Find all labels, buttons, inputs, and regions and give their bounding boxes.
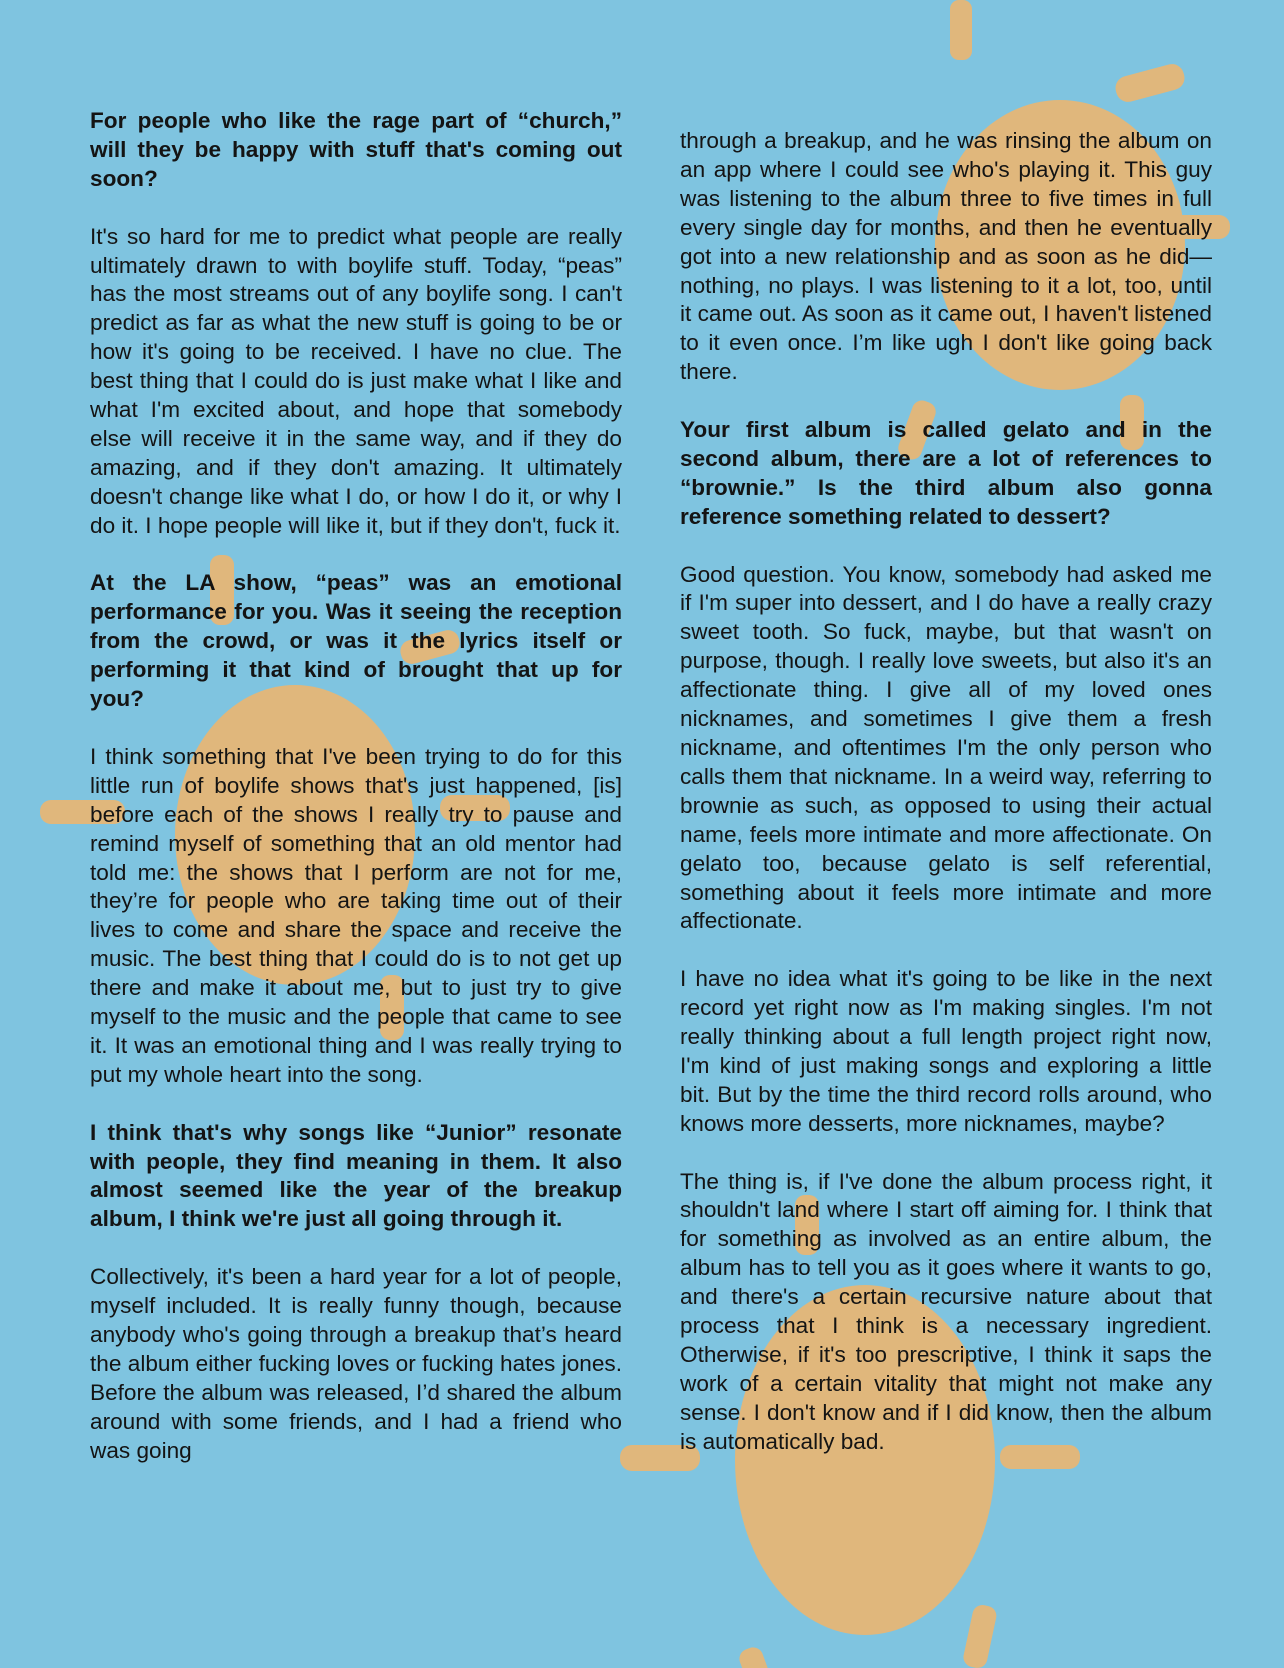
- interview-answer: Collectively, it's been a hard year for a lot of people, myself included. It is really funny though, because anybody who's going through a breakup that’s heard the album either fucking loves or fucking hates jones. Before the album was released, I’d shared the album around with some friends, and I had a friend who was going: [90, 1264, 622, 1463]
- interview-answer: Good question. You know, somebody had asked me if I'm super into dessert, and I do have a really crazy sweet tooth. So fuck, maybe, but that wasn't on purpose, though. I really love sweets, but also it's an affectionate thing. I give all of my loved ones nicknames, and sometimes I give them a fresh nickname, and oftentimes I'm the only person who calls them that nickname. In a weird way, referring to brownie as such, as opposed to using their actual name, feels more intimate and more affectionate. On gelato too, because gelato is self referential, something about it feels more intimate and more affectionate.: [680, 561, 1212, 934]
- interview-question: At the LA show, “peas” was an emotional performance for you. Was it seeing the reception from the crowd, or was it the lyrics itself or performing it that kind of brought that up for you?: [90, 570, 622, 712]
- interview-question: I think that's why songs like “Junior” resonate with people, they find meaning in them. It also almost seemed like the year of the breakup album, I think we're just all going through it.: [90, 1119, 622, 1232]
- left-column: [90, 107, 622, 1466]
- interview-question: For people who like the rage part of “church,” will they be happy with stuff that's coming out soon?: [90, 108, 622, 191]
- right-column: [680, 127, 1212, 1457]
- interview-answer: The thing is, if I've done the album process right, it shouldn't land where I start off aiming for. I think that for something as involved as an entire album, the album has to tell you as it goes where it wants to go, and there's a certain recursive nature about that process that I think is a necessary ingredient. Otherwise, if it's too prescriptive, I think it saps the work of a certain vitality that might not make any sense. I don't know and if I did know, then the album is automatically bad.: [680, 1168, 1212, 1454]
- interview-question: Your first album is called gelato and in the second album, there are a lot of references to “brownie.” Is the third album also gonna reference something related to dessert?: [680, 417, 1212, 529]
- interview-answer: through a breakup, and he was rinsing the album on an app where I could see who's playing it. This guy was listening to the album three to five times in full every single day for months, and then he eventually got into a new relationship and as soon as he did—nothing, no plays. I was listening to it a lot, too, until it came out. As soon as it came out, I haven't listened to it even once. I’m like ugh I don't like going back there.: [680, 128, 1212, 385]
- interview-answer: I have no idea what it's going to be like in the next record yet right now as I'm making singles. I'm not really thinking about a full length project right now, I'm kind of just making songs and exploring a little bit. But by the time the third record rolls around, who knows more desserts, more nicknames, maybe?: [680, 966, 1212, 1136]
- interview-answer: It's so hard for me to predict what people are really ultimately drawn to with boylife stuff. Today, “peas” has the most streams out of any boylife song. I can't predict as far as what the new stuff is going to be or how it's going to be received. I have no clue. The best thing that I could do is just make what I like and what I'm excited about, and hope that somebody else will receive it in the same way, and if they do amazing, and if they don't amazing. It ultimately doesn't change like what I do, or how I do it, or why I do it. I hope people will like it, but if they don't, fuck it.: [90, 223, 622, 538]
- interview-answer: I think something that I've been trying to do for this little run of boylife shows that's just happened, [is] before each of the shows I really try to pause and remind myself of something that an old mentor had told me: the shows that I perform are not for me, they’re for people who are taking time out of their lives to come and share the space and receive the music. The best thing that I could do is to not get up there and make it about me, but to just try to give myself to the music and the people that came to see it. It was an emotional thing and I was really trying to put my whole heart into the song.: [90, 743, 622, 1087]
